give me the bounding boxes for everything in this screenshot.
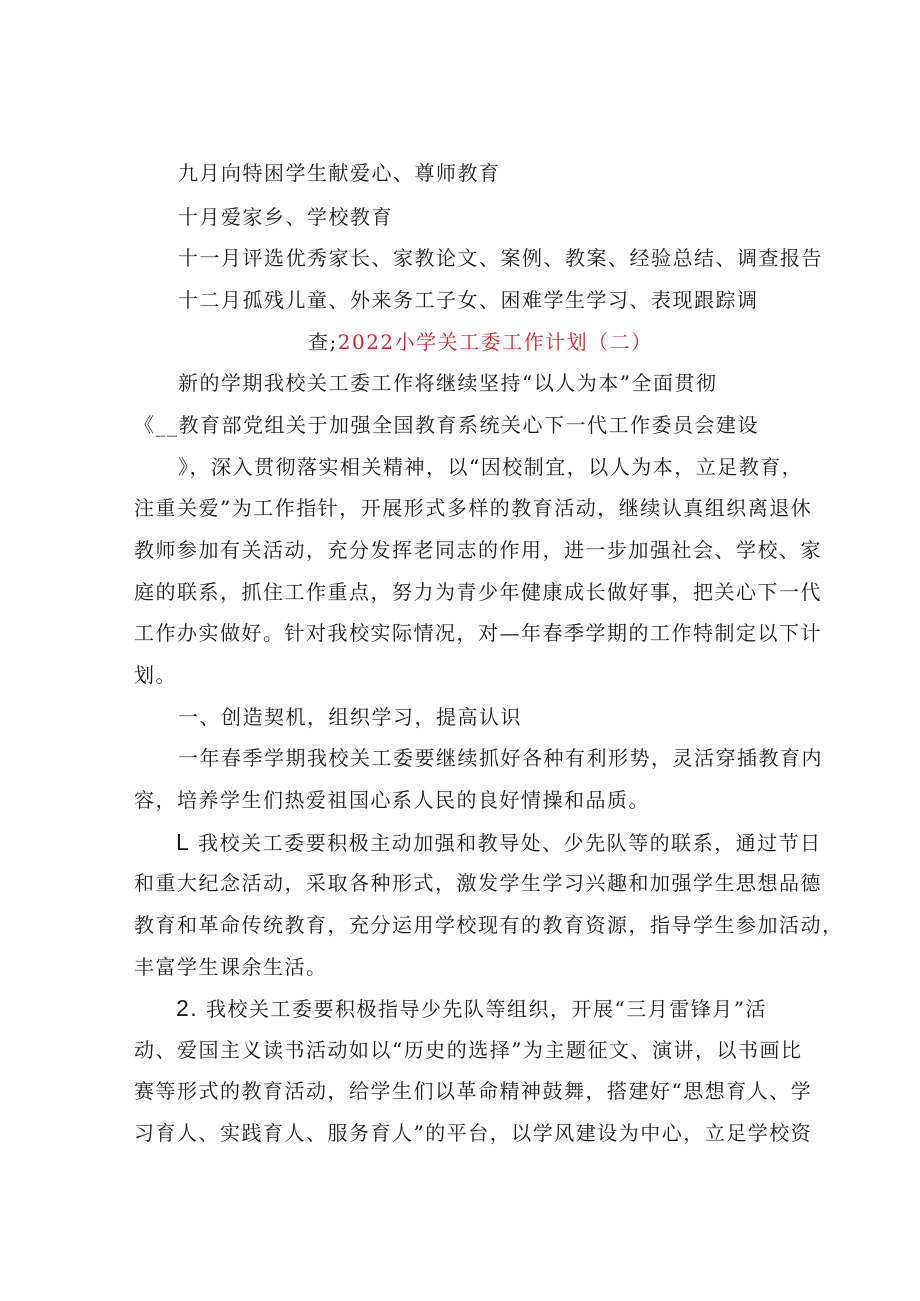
section-paragraph-line: 容，培养学生们热爱祖国心系人民的良好情操和品质。 [134, 788, 650, 812]
intro-line: 注重关爱”为工作指针，开展形式多样的教育活动，继续认真组织离退休 [134, 496, 813, 520]
section-paragraph-line: 一年春季学期我校关工委要继续抓好各种有利形势，灵活穿插教育内 [178, 746, 823, 770]
item-1-line: 教育和革命传统教育，充分运用学校现有的教育资源，指导学生参加活动， [134, 913, 844, 937]
title-prefix: 查; [308, 330, 338, 354]
intro-line: 庭的联系，抓住工作重点，努力为青少年健康成长做好事，把关心下一代 [134, 580, 822, 604]
item-1-line: 和重大纪念活动，采取各种形式，激发学生学习兴趣和加强学生思想品德 [134, 871, 822, 895]
item-2-marker: 2. [176, 995, 199, 1021]
item-1-first-line [176, 829, 822, 856]
intro-line: 工作办实做好。针对我校实际情况，对—年春季学期的工作特制定以下计 [134, 621, 822, 645]
title-line [308, 329, 653, 355]
intro-line: 新的学期我校关工委工作将继续坚持“以人为本”全面贯彻 [178, 371, 718, 395]
intro-line: 划。 [134, 663, 177, 687]
item-2-line: 动、爱国主义读书活动如以“历史的选择”为主题征文、演讲，以书画比 [134, 1038, 803, 1062]
month-plan-line: 九月向特困学生献爱心、尊师教育 [178, 161, 501, 185]
item-1-line: 丰富学生课余生活。 [134, 955, 328, 979]
item-1-text: 我校关工委要积极主动加强和教导处、少先队等的联系，通过节日 [198, 831, 822, 855]
page-title: 2022小学关工委工作计划（二） [337, 330, 653, 354]
month-plan-line: 十一月评选优秀家长、家教论文、案例、教案、经验总结、调查报告 [178, 246, 823, 270]
item-2-first-line [176, 995, 767, 1022]
month-plan-line: 十月爱家乡、学校教育 [178, 205, 393, 229]
intro-line: 》，深入贯彻落实相关精神，以“因校制宜，以人为本，立足教育， [178, 455, 804, 479]
intro-line: 教师参加有关活动，充分发挥老同志的作用，进一步加强社会、学校、家 [134, 538, 822, 562]
item-2-line: 习育人、实践育人、服务育人”的平台，以学风建设为中心，立足学校资 [134, 1121, 813, 1145]
section-heading: 一、创造契机，组织学习，提高认识 [178, 705, 522, 729]
month-plan-line: 十二月孤残儿童、外来务工子女、困难学生学习、表现跟踪调 [178, 288, 759, 312]
intro-line: 《__教育部党组关于加强全国教育系统关心下一代工作委员会建设 [134, 413, 759, 437]
item-2-text: 我校关工委要积极指导少先队等组织，开展“三月雷锋月”活 [206, 997, 767, 1021]
item-2-line: 赛等形式的教育活动，给学生们以革命精神鼓舞，搭建好“思想育人、学 [134, 1079, 813, 1103]
item-1-marker: L [176, 829, 191, 855]
